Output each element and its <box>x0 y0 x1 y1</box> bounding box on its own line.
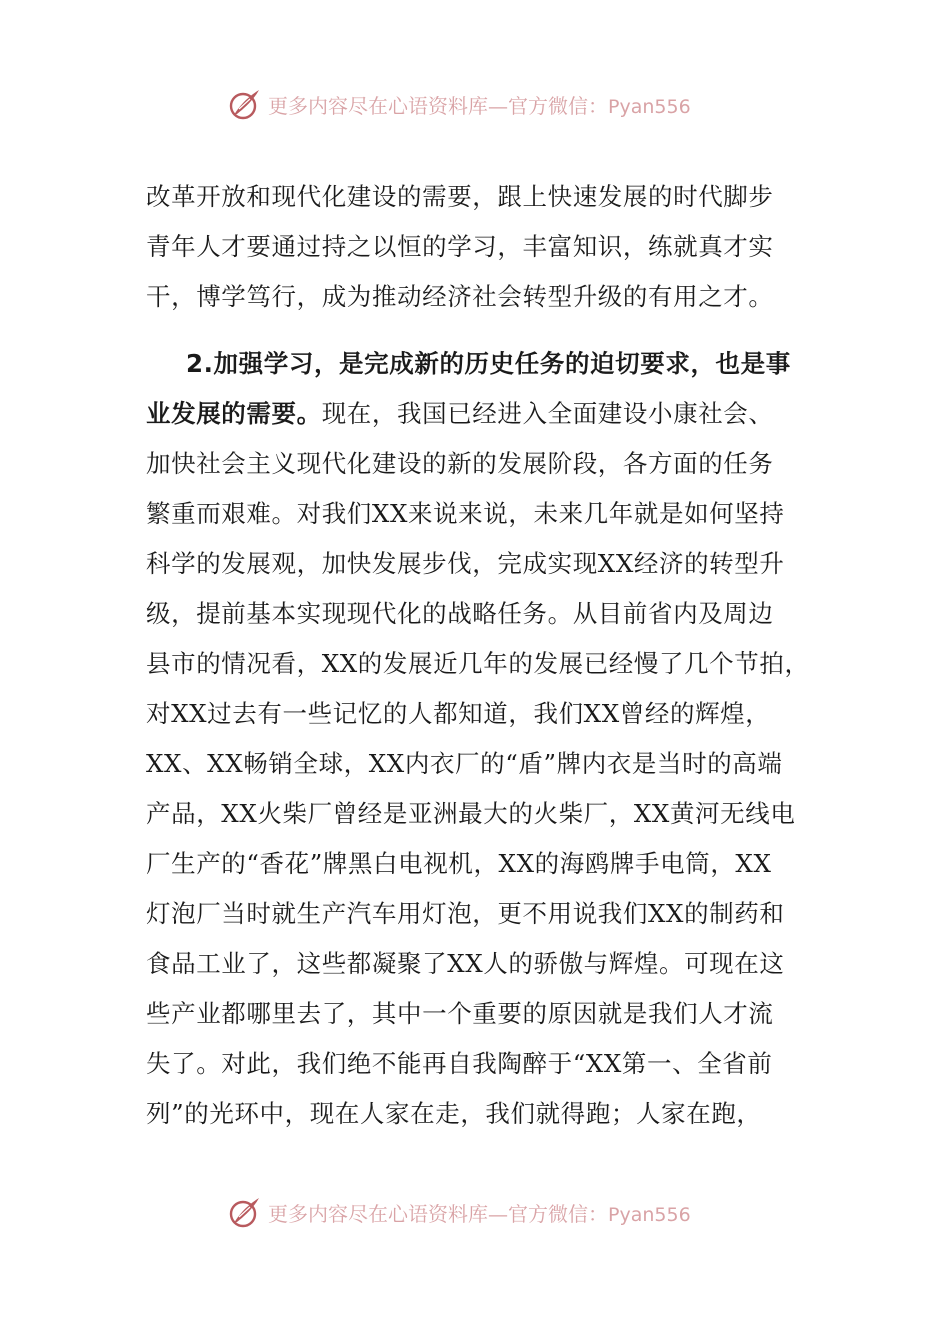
document-body <box>146 172 818 1139</box>
text-line: 食品工业了，这些都凝聚了XX人的骄傲与辉煌。可现在这 <box>146 949 785 978</box>
text-line: 些产业都哪里去了，其中一个重要的原因就是我们人才流 <box>146 999 774 1028</box>
quill-logo-icon <box>228 1195 262 1229</box>
header-banner <box>228 84 748 124</box>
section-heading-line: 2.加强学习，是完成新的历史任务的迫切要求，也是事 <box>186 349 791 378</box>
text-line: 加快社会主义现代化建设的新的发展阶段，各方面的任务 <box>146 449 774 478</box>
text-line: 对XX过去有一些记忆的人都知道，我们XX曾经的辉煌， <box>146 699 771 728</box>
text-line: 灯泡厂当时就生产汽车用灯泡，更不用说我们XX的制药和 <box>146 899 785 928</box>
text-line: 科学的发展观，加快发展步伐，完成实现XX经济的转型升 <box>146 549 785 578</box>
text-line: 干，博学笃行，成为推动经济社会转型升级的有用之才。 <box>146 282 774 311</box>
text-line: 繁重而艰难。对我们XX来说来说，未来几年就是如何坚持 <box>146 499 785 528</box>
text-line: 业发展的需要。现在，我国已经进入全面建设小康社会、 <box>146 399 774 428</box>
text-line: 产品，XX火柴厂曾经是亚洲最大的火柴厂，XX黄河无线电 <box>146 799 796 828</box>
footer-banner <box>228 1192 748 1232</box>
text-line: 厂生产的“香花”牌黑白电视机，XX的海鸥牌手电筒，XX <box>146 849 772 878</box>
footer-banner-text: 更多内容尽在心语资料库—官方微信：Pyan556 <box>268 1201 691 1226</box>
header-banner-text: 更多内容尽在心语资料库—官方微信：Pyan556 <box>268 93 691 118</box>
text-line: 级，提前基本实现现代化的战略任务。从目前省内及周边 <box>146 599 774 628</box>
text-line: 改革开放和现代化建设的需要，跟上快速发展的时代脚步 <box>146 182 774 211</box>
text-line: 列”的光环中，现在人家在走，我们就得跑；人家在跑， <box>146 1099 762 1128</box>
text-line: 青年人才要通过持之以恒的学习，丰富知识，练就真才实 <box>146 232 774 261</box>
text-line: 县市的情况看，XX的发展近几年的发展已经慢了几个节拍， <box>146 649 810 678</box>
quill-logo-icon <box>228 87 262 121</box>
text-line: XX、XX畅销全球，XX内衣厂的“盾”牌内衣是当时的高端 <box>146 749 783 778</box>
section-heading-end: 业发展的需要。 <box>146 399 322 428</box>
text-line: 失了。对此，我们绝不能再自我陶醉于“XX第一、全省前 <box>146 1049 773 1078</box>
